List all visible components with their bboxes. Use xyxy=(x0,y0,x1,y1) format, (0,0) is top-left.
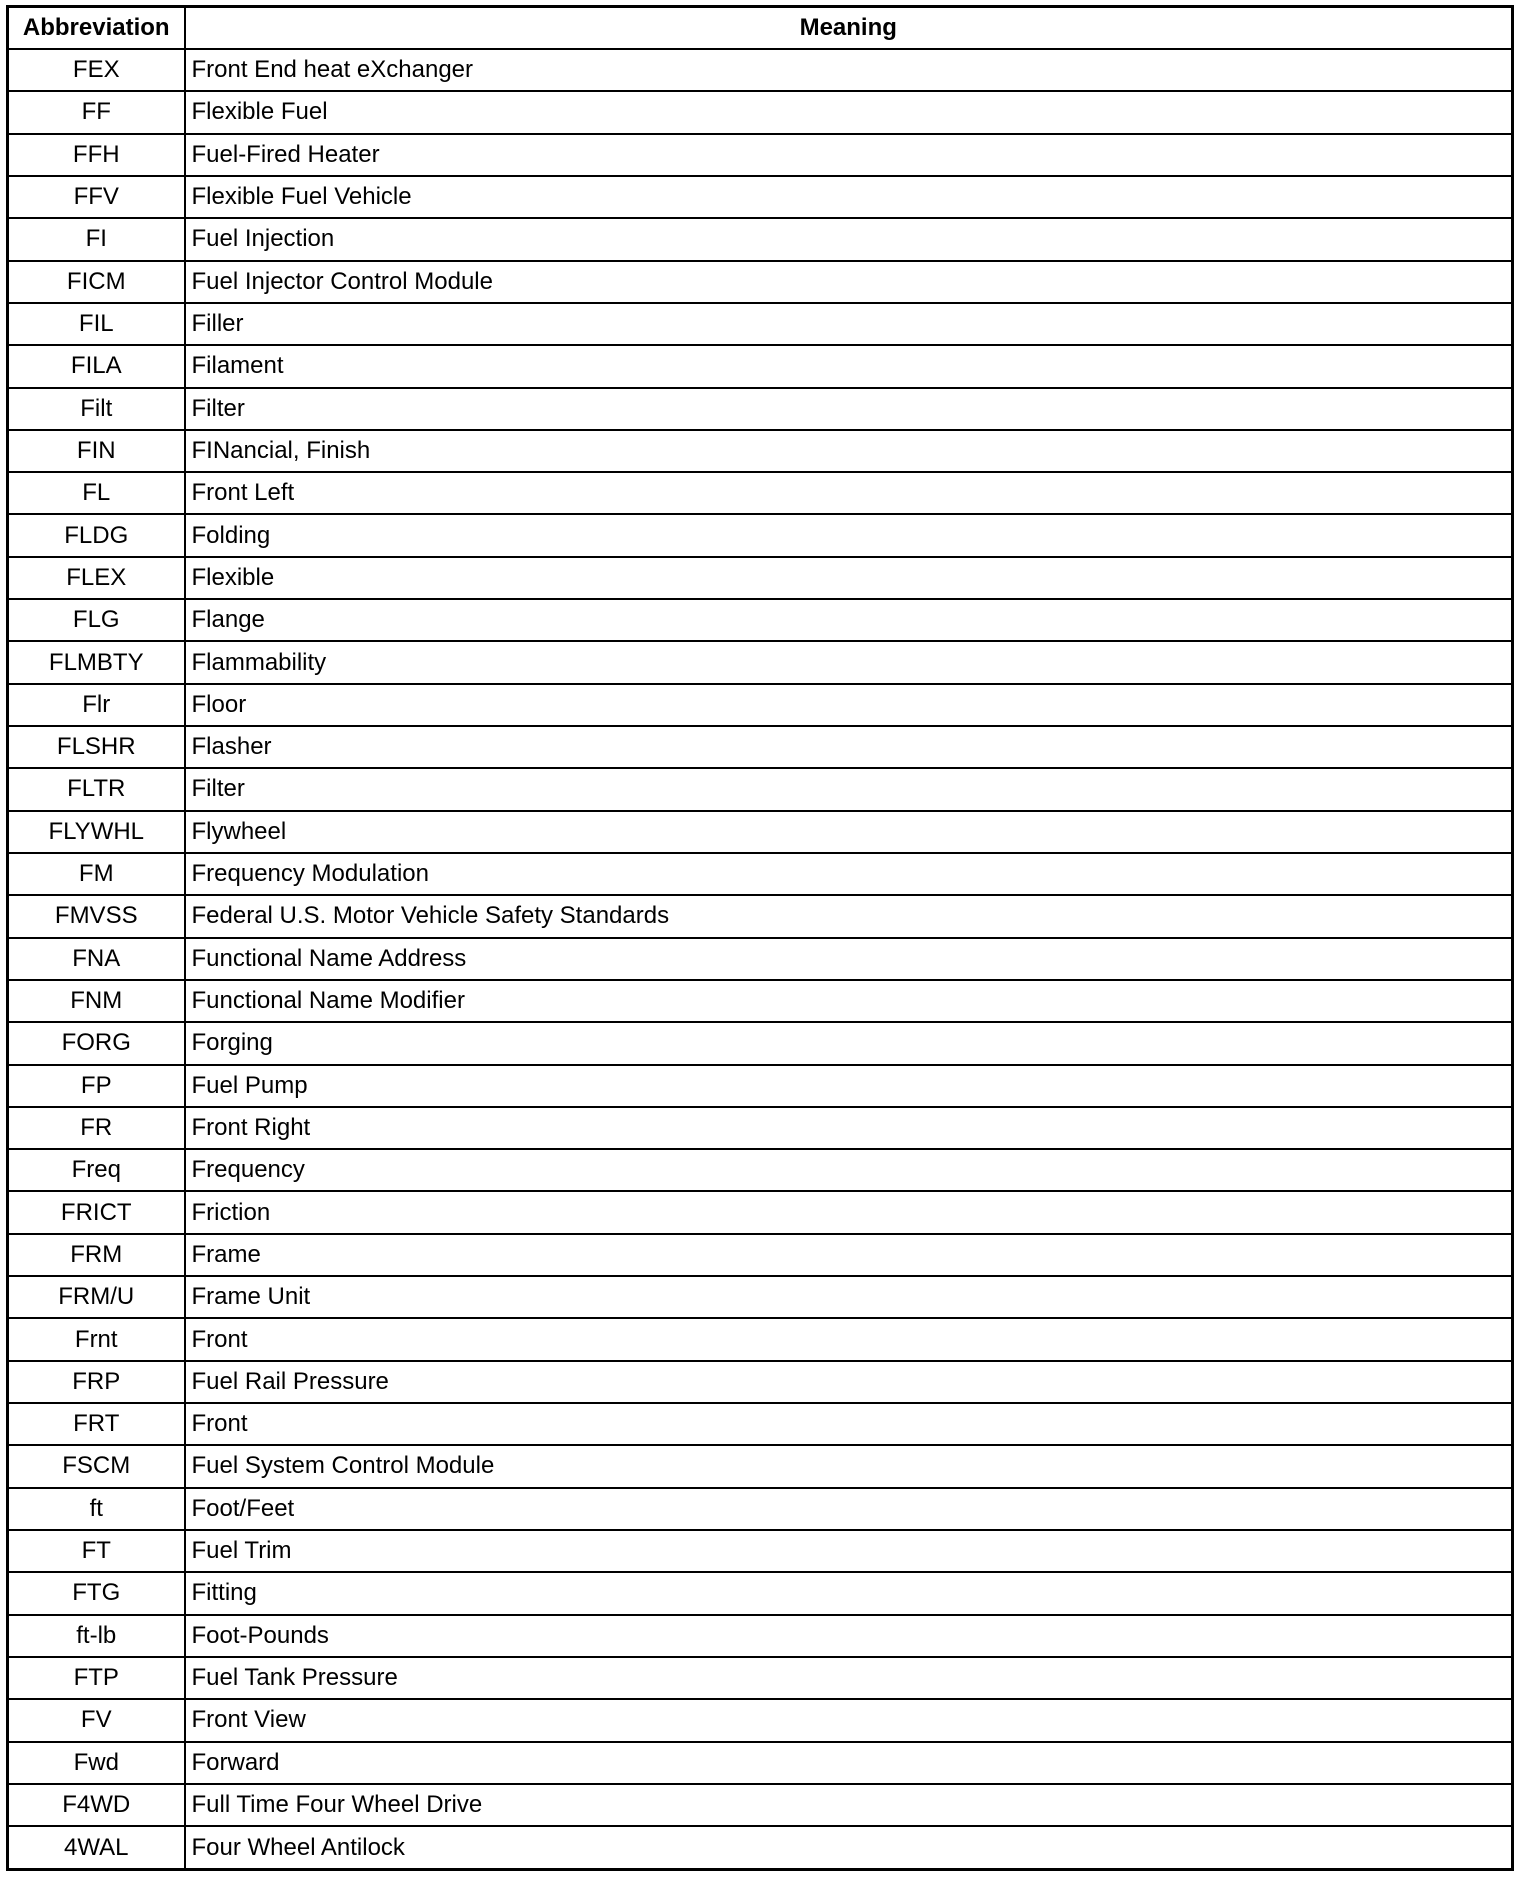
abbreviation-cell: ft-lb xyxy=(8,1615,185,1657)
abbreviation-cell: FF xyxy=(8,91,185,133)
table-row xyxy=(8,641,1513,683)
table-row xyxy=(8,1318,1513,1360)
table-row xyxy=(8,938,1513,980)
table-row xyxy=(8,303,1513,345)
abbreviation-cell: FIL xyxy=(8,303,185,345)
meaning-cell: Filler xyxy=(185,303,1513,345)
table-row xyxy=(8,1234,1513,1276)
meaning-cell: Flexible xyxy=(185,557,1513,599)
table-body xyxy=(8,49,1513,1870)
abbreviation-cell: FICM xyxy=(8,261,185,303)
meaning-cell: Forward xyxy=(185,1742,1513,1784)
abbreviation-cell: Frnt xyxy=(8,1318,185,1360)
abbreviation-cell: FRP xyxy=(8,1361,185,1403)
table-row xyxy=(8,1403,1513,1445)
meaning-column-header: Meaning xyxy=(185,7,1513,50)
meaning-cell: Frequency Modulation xyxy=(185,853,1513,895)
abbreviation-cell: FLTR xyxy=(8,768,185,810)
meaning-cell: Fitting xyxy=(185,1572,1513,1614)
meaning-cell: Fuel Rail Pressure xyxy=(185,1361,1513,1403)
meaning-cell: Front xyxy=(185,1403,1513,1445)
meaning-cell: Foot/Feet xyxy=(185,1488,1513,1530)
abbreviation-cell: FR xyxy=(8,1107,185,1149)
meaning-cell: Fuel-Fired Heater xyxy=(185,134,1513,176)
abbreviation-cell: FLEX xyxy=(8,557,185,599)
meaning-cell: Folding xyxy=(185,514,1513,556)
abbreviation-cell: FTP xyxy=(8,1657,185,1699)
table-row xyxy=(8,1022,1513,1064)
table-row xyxy=(8,726,1513,768)
meaning-cell: Fuel Tank Pressure xyxy=(185,1657,1513,1699)
table-row xyxy=(8,430,1513,472)
meaning-cell: Flasher xyxy=(185,726,1513,768)
table-row xyxy=(8,1742,1513,1784)
table-row xyxy=(8,134,1513,176)
table-row xyxy=(8,91,1513,133)
table-row xyxy=(8,1615,1513,1657)
abbreviation-cell: Filt xyxy=(8,388,185,430)
abbreviation-cell: Flr xyxy=(8,684,185,726)
table-row xyxy=(8,1699,1513,1741)
abbreviation-cell: FLDG xyxy=(8,514,185,556)
table-row xyxy=(8,1065,1513,1107)
meaning-cell: Flange xyxy=(185,599,1513,641)
table-row xyxy=(8,1276,1513,1318)
meaning-cell: Front Right xyxy=(185,1107,1513,1149)
meaning-cell: FINancial, Finish xyxy=(185,430,1513,472)
table-row xyxy=(8,261,1513,303)
table-row xyxy=(8,599,1513,641)
abbreviation-cell: FIN xyxy=(8,430,185,472)
abbreviation-cell: FRM xyxy=(8,1234,185,1276)
meaning-cell: Fuel Trim xyxy=(185,1530,1513,1572)
table-row xyxy=(8,895,1513,937)
abbreviation-cell: FFH xyxy=(8,134,185,176)
abbreviation-cell: FNA xyxy=(8,938,185,980)
abbreviation-cell: FRT xyxy=(8,1403,185,1445)
table-row xyxy=(8,1572,1513,1614)
abbreviation-cell: FL xyxy=(8,472,185,514)
meaning-cell: Forging xyxy=(185,1022,1513,1064)
abbreviation-cell: FLYWHL xyxy=(8,811,185,853)
abbreviation-cell: Freq xyxy=(8,1149,185,1191)
table-row xyxy=(8,853,1513,895)
meaning-cell: Filter xyxy=(185,388,1513,430)
meaning-cell: Flexible Fuel Vehicle xyxy=(185,176,1513,218)
meaning-cell: Fuel Injection xyxy=(185,218,1513,260)
meaning-cell: Front Left xyxy=(185,472,1513,514)
meaning-cell: Foot-Pounds xyxy=(185,1615,1513,1657)
abbreviation-cell: FV xyxy=(8,1699,185,1741)
meaning-cell: Flammability xyxy=(185,641,1513,683)
meaning-cell: Frequency xyxy=(185,1149,1513,1191)
abbreviation-cell: F4WD xyxy=(8,1784,185,1826)
table-row xyxy=(8,1445,1513,1487)
meaning-cell: Front End heat eXchanger xyxy=(185,49,1513,91)
meaning-cell: Flywheel xyxy=(185,811,1513,853)
abbreviation-column-header: Abbreviation xyxy=(8,7,185,50)
abbreviation-cell: FFV xyxy=(8,176,185,218)
meaning-cell: Fuel Pump xyxy=(185,1065,1513,1107)
table-row xyxy=(8,345,1513,387)
meaning-cell: Fuel System Control Module xyxy=(185,1445,1513,1487)
abbreviation-cell: FRICT xyxy=(8,1191,185,1233)
table-row xyxy=(8,1657,1513,1699)
meaning-cell: Full Time Four Wheel Drive xyxy=(185,1784,1513,1826)
abbreviation-cell: FEX xyxy=(8,49,185,91)
abbreviation-cell: FORG xyxy=(8,1022,185,1064)
table-row xyxy=(8,1530,1513,1572)
table-row xyxy=(8,1191,1513,1233)
abbreviation-cell: FILA xyxy=(8,345,185,387)
table-row xyxy=(8,1107,1513,1149)
table-row xyxy=(8,1488,1513,1530)
abbreviation-cell: FTG xyxy=(8,1572,185,1614)
abbreviation-cell: FLMBTY xyxy=(8,641,185,683)
meaning-cell: Fuel Injector Control Module xyxy=(185,261,1513,303)
abbreviation-cell: 4WAL xyxy=(8,1826,185,1869)
abbreviation-cell: FM xyxy=(8,853,185,895)
table-row xyxy=(8,514,1513,556)
table-row xyxy=(8,1361,1513,1403)
meaning-cell: Four Wheel Antilock xyxy=(185,1826,1513,1869)
table-row xyxy=(8,811,1513,853)
abbreviation-cell: Fwd xyxy=(8,1742,185,1784)
meaning-cell: Filament xyxy=(185,345,1513,387)
meaning-cell: Filter xyxy=(185,768,1513,810)
table-row xyxy=(8,980,1513,1022)
abbreviation-cell: FP xyxy=(8,1065,185,1107)
table-header-row xyxy=(8,7,1513,50)
table-row xyxy=(8,218,1513,260)
abbreviation-table xyxy=(6,5,1514,1871)
meaning-cell: Federal U.S. Motor Vehicle Safety Standards xyxy=(185,895,1513,937)
meaning-cell: Functional Name Modifier xyxy=(185,980,1513,1022)
meaning-cell: Frame Unit xyxy=(185,1276,1513,1318)
table-row xyxy=(8,176,1513,218)
table-row xyxy=(8,49,1513,91)
meaning-cell: Front xyxy=(185,1318,1513,1360)
abbreviation-cell: ft xyxy=(8,1488,185,1530)
table-row xyxy=(8,1784,1513,1826)
meaning-cell: Front View xyxy=(185,1699,1513,1741)
table-row xyxy=(8,388,1513,430)
meaning-cell: Functional Name Address xyxy=(185,938,1513,980)
table-row xyxy=(8,684,1513,726)
abbreviation-cell: FI xyxy=(8,218,185,260)
meaning-cell: Frame xyxy=(185,1234,1513,1276)
table-row xyxy=(8,472,1513,514)
meaning-cell: Friction xyxy=(185,1191,1513,1233)
table-row xyxy=(8,1149,1513,1191)
abbreviation-cell: FT xyxy=(8,1530,185,1572)
abbreviation-cell: FMVSS xyxy=(8,895,185,937)
abbreviation-cell: FRM/U xyxy=(8,1276,185,1318)
abbreviation-cell: FLSHR xyxy=(8,726,185,768)
abbreviation-cell: FSCM xyxy=(8,1445,185,1487)
meaning-cell: Flexible Fuel xyxy=(185,91,1513,133)
abbreviation-cell: FLG xyxy=(8,599,185,641)
table-row xyxy=(8,768,1513,810)
table-row xyxy=(8,557,1513,599)
meaning-cell: Floor xyxy=(185,684,1513,726)
abbreviation-cell: FNM xyxy=(8,980,185,1022)
table-row xyxy=(8,1826,1513,1869)
